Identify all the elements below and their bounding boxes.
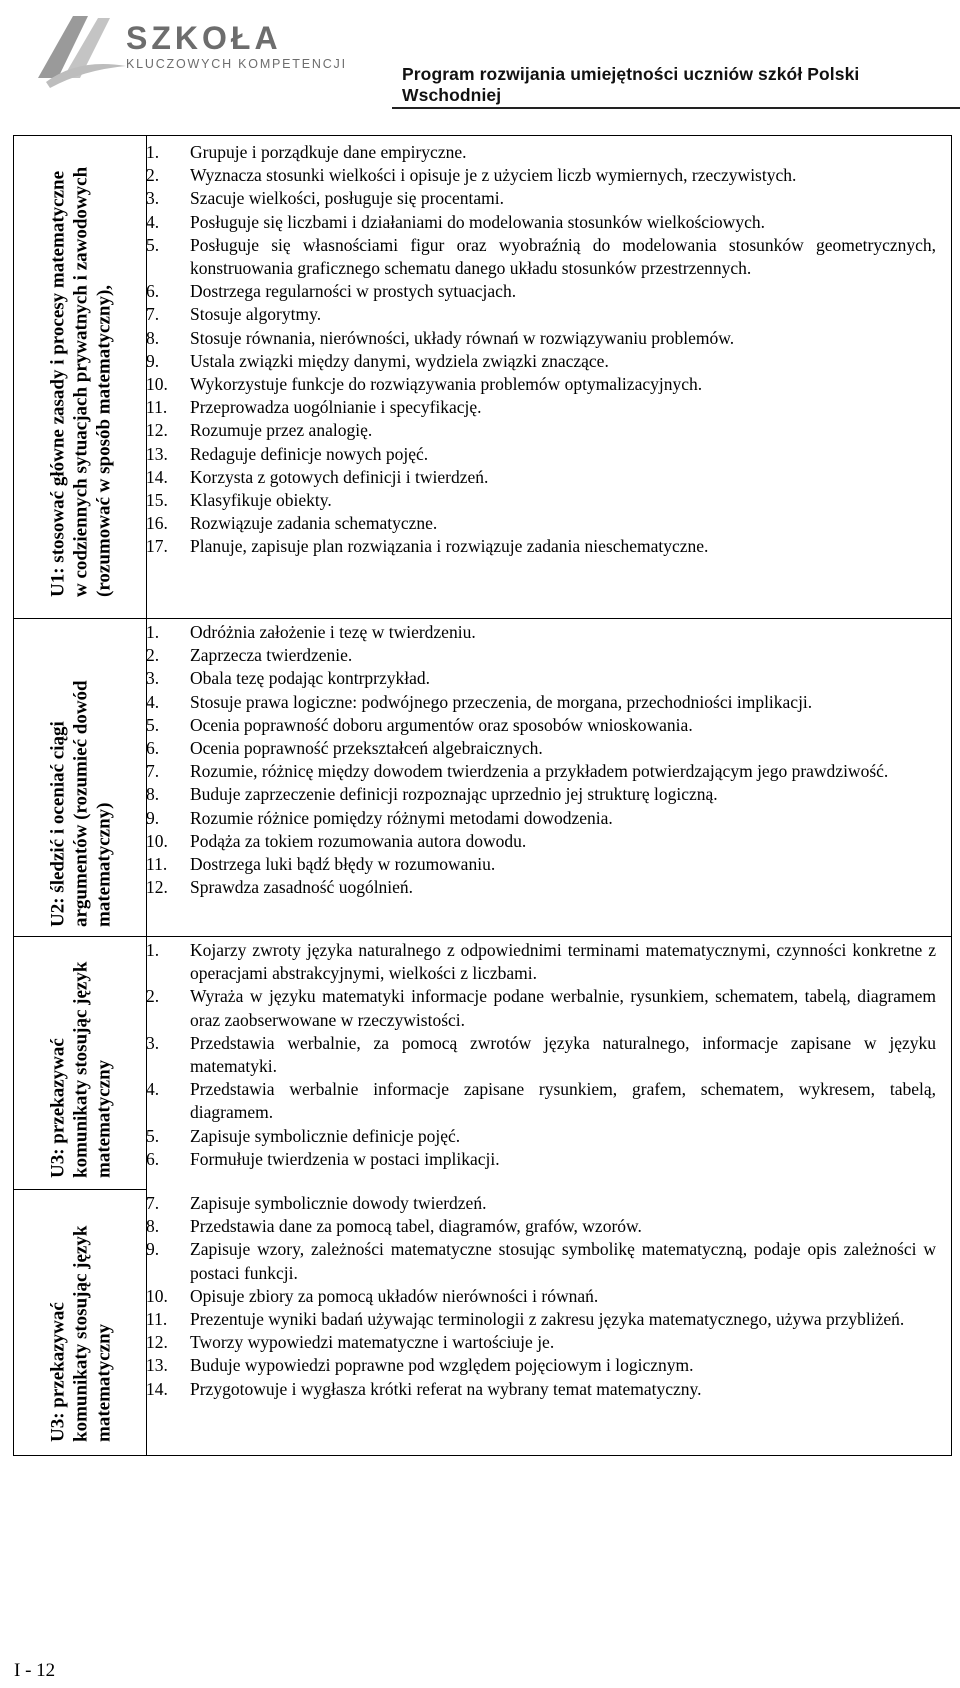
logo-subtitle: KLUCZOWYCH KOMPETENCJI (126, 57, 347, 71)
list-item (146, 621, 936, 644)
item-text: Stosuje równania, nierówności, układy równań w rozwiązywaniu problemów. (190, 327, 735, 348)
category-cell-u3-continued (14, 1189, 147, 1456)
list-item (146, 1032, 936, 1078)
list-item (146, 714, 936, 737)
item-number: 8. (146, 1216, 160, 1237)
item-number: 15. (146, 490, 168, 511)
items-list-u3-continued (146, 1192, 936, 1401)
item-number: 10. (146, 830, 168, 851)
item-number: 4. (146, 691, 160, 712)
list-item (146, 187, 936, 210)
item-text: Kojarzy zwroty języka naturalnego z odpowiednimi terminami matematycznymi, czynności konkretne z operacjami abstrakcyjnymi, wielkości z liczbami. (190, 940, 936, 984)
item-number: 10. (146, 1285, 168, 1306)
item-number: 11. (146, 854, 168, 875)
section-divider (14, 618, 951, 619)
item-text: Przygotowuje i wygłasza krótki referat na wybrany temat matematyczny. (190, 1378, 702, 1399)
list-item (146, 939, 936, 985)
item-number: 8. (146, 784, 160, 805)
item-number: 2. (146, 986, 160, 1007)
page-number: I - 12 (14, 1660, 56, 1681)
item-text: Zapisuje symbolicznie definicje pojęć. (190, 1125, 461, 1146)
item-text: Tworzy wypowiedzi matematyczne i wartościuje je. (190, 1332, 555, 1353)
section-divider (14, 936, 951, 937)
item-text: Rozumie, różnicę między dowodem twierdzenia a przykładem potwierdzającym jego prawdziwość. (190, 761, 889, 782)
list-item (146, 141, 936, 164)
list-item (146, 1285, 936, 1308)
category-label-u3: U3: przekazywać komunikaty stosując język matematyczny (47, 961, 114, 1178)
list-item (146, 1308, 936, 1331)
category-column (14, 136, 147, 1455)
list-item (146, 211, 936, 234)
item-text: Korzysta z gotowych definicji i twierdzeń. (190, 466, 489, 487)
logo-title: SZKOŁA (126, 20, 282, 56)
category-cell-u1 (14, 136, 147, 618)
list-item (146, 1238, 936, 1284)
item-number: 1. (146, 142, 160, 162)
item-number: 3. (146, 1032, 160, 1053)
list-item (146, 419, 936, 442)
item-text: Podąża za tokiem rozumowania autora dowodu. (190, 830, 527, 851)
item-text: Dostrzega regularności w prostych sytuacjach. (190, 281, 517, 302)
item-text: Redaguje definicje nowych pojęć. (190, 443, 429, 464)
item-text: Wykorzystuje funkcje do rozwiązywania problemów optymalizacyjnych. (190, 374, 703, 395)
items-list-u2 (146, 621, 936, 899)
list-item (146, 737, 936, 760)
list-item (146, 1354, 936, 1377)
list-item (146, 760, 936, 783)
list-item (146, 1148, 936, 1171)
item-number: 14. (146, 1378, 168, 1399)
item-number: 5. (146, 234, 160, 255)
section-divider (14, 1189, 147, 1190)
items-list-u1 (146, 141, 936, 559)
list-item (146, 985, 936, 1031)
item-number: 3. (146, 188, 160, 209)
school-logo-icon (28, 8, 128, 88)
item-text: Klasyfikuje obiekty. (190, 490, 332, 511)
item-number: 4. (146, 211, 160, 232)
item-text: Przedstawia dane za pomocą tabel, diagramów, grafów, wzorów. (190, 1216, 642, 1237)
item-text: Posługuje się własnościami figur oraz wyobraźnią do modelowania stosunków geometrycznych, konstruowania graficznego schematu danego układu stosunków przestrzennych. (190, 234, 936, 279)
item-text: Rozumie różnice pomiędzy różnymi metodami dowodzenia. (190, 807, 613, 828)
item-text: Stosuje prawa logiczne: podwójnego przeczenia, de morgana, przechodniości implikacji. (190, 691, 813, 712)
item-text: Wyraża w języku matematyki informacje podane werbalnie, rysunkiem, schematem, tabelą, diagramem oraz zaobserwowane w rzeczywistości. (190, 986, 936, 1030)
item-text: Ocenia poprawność przekształceń algebraicznych. (190, 738, 543, 759)
list-item (146, 830, 936, 853)
item-number: 3. (146, 668, 160, 689)
list-item (146, 512, 936, 535)
list-item (146, 1378, 936, 1401)
item-text: Sprawdza zasadność uogólnień. (190, 877, 414, 898)
item-number: 7. (146, 761, 160, 782)
category-cell-u3 (14, 936, 147, 1189)
item-text: Szacuje wielkości, posługuje się procentami. (190, 188, 504, 209)
category-label-u2: U2: śledzić i oceniać ciągi argumentów (rozumieć dowód matematyczny) (47, 680, 114, 927)
items-list-u3 (146, 939, 936, 1171)
item-text: Formułuje twierdzenia w postaci implikacji. (190, 1148, 500, 1169)
item-number: 6. (146, 281, 160, 302)
item-number: 17. (146, 536, 168, 557)
program-title: Program rozwijania umiejętności uczniów szkół Polski Wschodniej (402, 64, 860, 105)
category-label-u1: U1: stosować główne zasady i procesy matematyczne w codziennych sytuacjach prywatnych i zawodowych (rozumować w sposób matematyczny), (47, 166, 114, 597)
list-item (146, 327, 936, 350)
page-header (0, 0, 960, 112)
item-number: 1. (146, 940, 160, 960)
list-item (146, 350, 936, 373)
item-text: Odróżnia założenie i tezę w twierdzeniu. (190, 622, 476, 642)
item-text: Prezentuje wyniki badań używając terminologii z zakresu języka matematycznego, używa przybliżeń. (190, 1309, 905, 1330)
list-item (146, 466, 936, 489)
item-text: Obala tezę podając kontrprzykład. (190, 668, 431, 689)
item-text: Wyznacza stosunki wielkości i opisuje je z użyciem liczb wymiernych, rzeczywistych. (190, 165, 797, 186)
item-text: Rozumuje przez analogię. (190, 420, 373, 441)
item-number: 9. (146, 350, 160, 371)
item-number: 12. (146, 420, 168, 441)
item-number: 1. (146, 622, 160, 642)
item-text: Buduje zaprzeczenie definicji rozpoznając uprzednio jej strukturę logiczną. (190, 784, 718, 805)
list-item (146, 1215, 936, 1238)
item-text: Ocenia poprawność doboru argumentów oraz sposobów wnioskowania. (190, 714, 693, 735)
item-text: Stosuje algorytmy. (190, 304, 322, 325)
item-text: Buduje wypowiedzi poprawne pod względem pojęciowym i logicznym. (190, 1355, 694, 1376)
item-text: Przeprowadza uogólnianie i specyfikację. (190, 397, 482, 418)
list-item (146, 853, 936, 876)
category-cell-u2 (14, 618, 147, 936)
item-number: 14. (146, 466, 168, 487)
item-number: 9. (146, 1239, 160, 1260)
list-item (146, 783, 936, 806)
item-text: Posługuje się liczbami i działaniami do modelowania stosunków wielkościowych. (190, 211, 765, 232)
item-text: Dostrzega luki bądź błędy w rozumowaniu. (190, 854, 496, 875)
list-item (146, 535, 936, 558)
item-number: 12. (146, 877, 168, 898)
item-text: Opisuje zbiory za pomocą układów nierówności i równań. (190, 1285, 599, 1306)
item-text: Rozwiązuje zadania schematyczne. (190, 513, 438, 534)
item-text: Zapisuje symbolicznie dowody twierdzeń. (190, 1193, 487, 1213)
list-item (146, 396, 936, 419)
item-number: 7. (146, 304, 160, 325)
item-text: Przedstawia werbalnie informacje zapisane rysunkiem, grafem, schematem, wykresem, tabelą, diagramem. (190, 1079, 936, 1123)
item-number: 8. (146, 327, 160, 348)
list-item (146, 1125, 936, 1148)
item-text: Grupuje i porządkuje dane empiryczne. (190, 142, 467, 162)
list-item (146, 489, 936, 512)
item-number: 11. (146, 1309, 168, 1330)
list-item (146, 373, 936, 396)
list-item (146, 234, 936, 280)
item-number: 5. (146, 714, 160, 735)
item-number: 13. (146, 443, 168, 464)
item-number: 9. (146, 807, 160, 828)
item-number: 7. (146, 1193, 160, 1213)
item-number: 10. (146, 374, 168, 395)
list-item (146, 644, 936, 667)
category-label-u3-continued: U3: przekazywać komunikaty stosując język matematyczny (47, 1225, 114, 1442)
list-item (146, 667, 936, 690)
list-item (146, 1192, 936, 1215)
item-number: 4. (146, 1079, 160, 1100)
header-divider (392, 107, 960, 109)
item-number: 11. (146, 397, 168, 418)
list-item (146, 303, 936, 326)
list-item (146, 876, 936, 899)
list-item (146, 443, 936, 466)
list-item (146, 691, 936, 714)
item-text: Zaprzecza twierdzenie. (190, 645, 353, 666)
item-number: 5. (146, 1125, 160, 1146)
item-number: 2. (146, 645, 160, 666)
item-text: Ustala związki między danymi, wydziela związki znaczące. (190, 350, 609, 371)
item-number: 2. (146, 165, 160, 186)
list-item (146, 280, 936, 303)
list-item (146, 164, 936, 187)
list-item (146, 807, 936, 830)
list-item (146, 1331, 936, 1354)
item-number: 16. (146, 513, 168, 534)
item-text: Planuje, zapisuje plan rozwiązania i rozwiązuje zadania nieschematyczne. (190, 536, 709, 557)
item-number: 6. (146, 1148, 160, 1169)
item-number: 13. (146, 1355, 168, 1376)
item-number: 6. (146, 738, 160, 759)
item-number: 12. (146, 1332, 168, 1353)
item-text: Zapisuje wzory, zależności matematyczne stosując symbolikę matematyczną, podaje opis zależności w postaci funkcji. (190, 1239, 936, 1283)
item-text: Przedstawia werbalnie, za pomocą zwrotów języka naturalnego, informacje zapisane w języku matematyki. (190, 1032, 936, 1077)
list-item (146, 1078, 936, 1124)
